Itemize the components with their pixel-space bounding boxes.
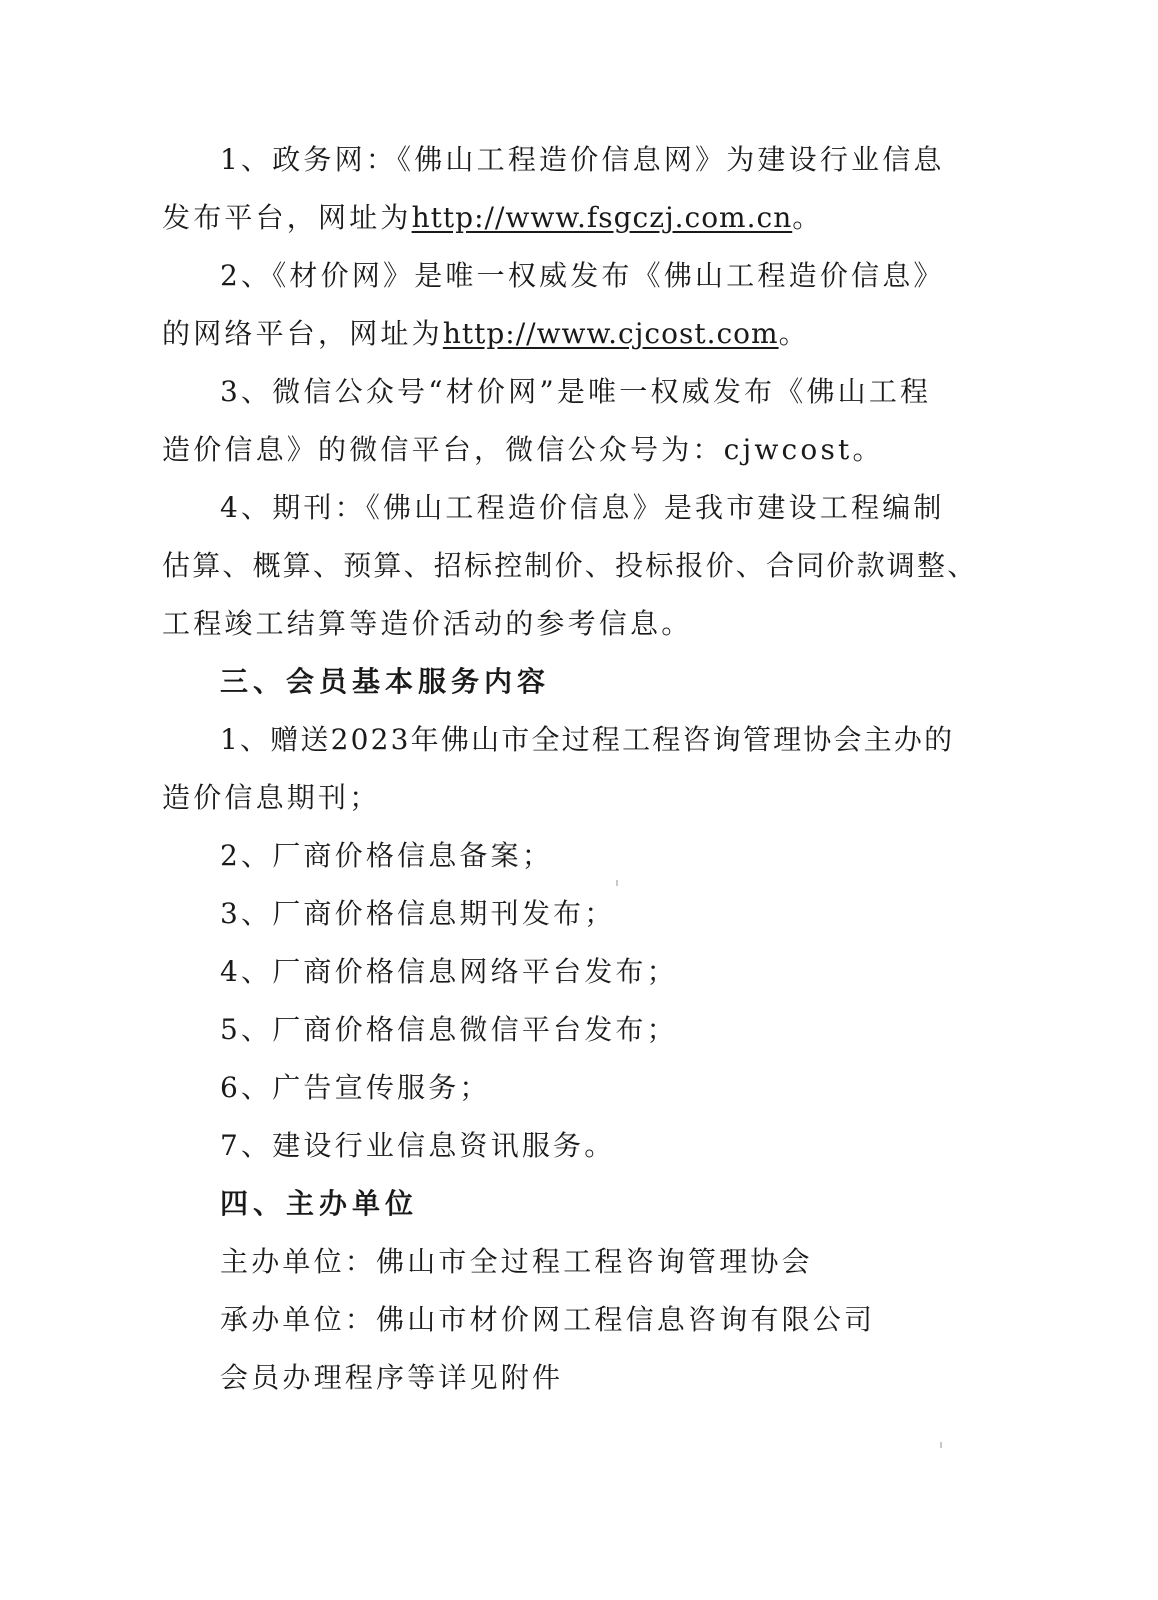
network-item-4: 4、期刊：《佛山工程造价信息》是我市建设工程编制 bbox=[220, 491, 945, 524]
network-item-4-cont: 估算、概算、预算、招标控制价、投标报价、合同价款调整、 bbox=[162, 549, 978, 582]
network-item-2-cont bbox=[162, 314, 942, 354]
service-item-3: 3、厂商价格信息期刊发布； bbox=[220, 897, 616, 930]
network-item-3-cont: 造价信息》的微信平台，微信公众号为：cjwcost。 bbox=[162, 433, 884, 466]
attachment-note: 会员办理程序等详见附件 bbox=[220, 1361, 564, 1394]
network-item-3: 3、微信公众号“材价网”是唯一权威发布《佛山工程 bbox=[220, 375, 932, 408]
scan-speck bbox=[940, 1442, 942, 1448]
network-item-1: 1、政务网：《佛山工程造价信息网》为建设行业信息 bbox=[220, 143, 945, 176]
service-item-1: 1、赠送2023年佛山市全过程工程咨询管理协会主办的 bbox=[220, 723, 955, 756]
service-item-2: 2、厂商价格信息备案； bbox=[220, 839, 554, 872]
fsgczj-link[interactable]: http://www.fsgczj.com.cn bbox=[411, 201, 793, 234]
service-item-7: 7、建设行业信息资讯服务。 bbox=[220, 1129, 616, 1162]
organizer: 主办单位：佛山市全过程工程咨询管理协会 bbox=[220, 1245, 813, 1278]
service-item-4: 4、厂商价格信息网络平台发布； bbox=[220, 955, 678, 988]
text-prefix: 的网络平台，网址为 bbox=[162, 317, 443, 350]
text-prefix: 发布平台，网址为 bbox=[162, 201, 412, 234]
section-heading-3: 三、会员基本服务内容 bbox=[220, 665, 551, 698]
cjcost-link[interactable]: http://www.cjcost.com bbox=[442, 317, 779, 350]
service-item-6: 6、广告宣传服务； bbox=[220, 1071, 491, 1104]
text-suffix: 。 bbox=[792, 201, 824, 234]
network-item-1-cont bbox=[162, 198, 942, 238]
co-organizer: 承办单位：佛山市材价网工程信息咨询有限公司 bbox=[220, 1303, 876, 1336]
service-item-5: 5、厂商价格信息微信平台发布； bbox=[220, 1013, 678, 1046]
text-suffix: 。 bbox=[778, 317, 810, 350]
network-item-2: 2、《材价网》是唯一权威发布《佛山工程造价信息》 bbox=[220, 259, 945, 292]
network-item-4-end: 工程竣工结算等造价活动的参考信息。 bbox=[162, 607, 693, 640]
section-heading-4: 四、主办单位 bbox=[220, 1187, 419, 1220]
service-item-1-cont: 造价信息期刊； bbox=[162, 781, 381, 814]
scan-speck bbox=[616, 880, 618, 886]
